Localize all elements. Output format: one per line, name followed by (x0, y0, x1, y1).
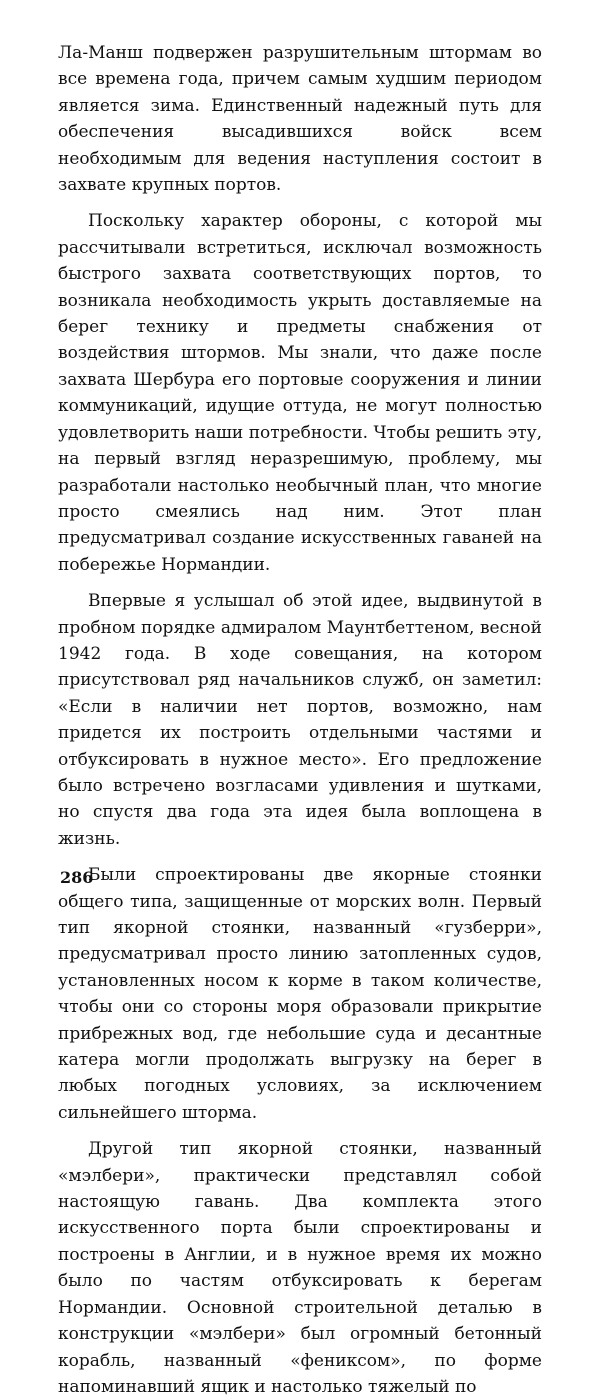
paragraph-2: Поскольку характер обороны, с которой мы рассчитывали встретиться, исключал возможность быстрого захвата соответствующих портов, то возникала необходимость укрыть доставляемые на берег технику и предметы снабжения от воздействия штормов. Мы знали, что даже после захвата Шербура его портовые сооружения и линии коммуникаций, идущие оттуда, не могут полностью удовлетворить наши потребности. Чтобы решить эту, на первый взгляд неразрешимую, проблему, мы разработали настолько необычный план, что многие просто смеялись над ним. Этот план предусматривал создание искусственных гаваней на побережье Нормандии. (58, 211, 542, 575)
paragraph-4: Были спроектированы две якорные стоянки общего типа, защищенные от морских волн. Первый тип якорной стоянки, названный «гузберри», предусматривал просто линию затопленных судов, установленных носом к корме в таком количестве, чтобы они со стороны моря образовали прикрытие прибрежных вод, где небольшие суда и десантные катера могли продолжать выгрузку на берег в любых погодных условиях, за исключением сильнейшего шторма. (58, 865, 542, 1123)
paragraph-5: Другой тип якорной стоянки, названный «мэлбери», практически представлял собой настоящую гавань. Два комплекта этого искусственного порта были спроектированы и построены в Англии, и в нужное время их можно было по частям отбуксировать к берегам Нормандии. Основной строительной деталью в конструкции «мэлбери» был огромный бетонный корабль, названный «фениксом», по форме напоминавший ящик и настолько тяжелый по (58, 1139, 542, 1397)
page-body (58, 40, 542, 1400)
page-number: 286 (60, 868, 94, 887)
paragraph-1: Ла-Манш подвержен разрушительным штормам во все времена года, причем самым худшим периодом является зима. Единственный надежный путь для обеспечения высадившихся войск всем необходимым для ведения наступления состоит в захвате крупных портов. (58, 43, 542, 196)
paragraph-3: Впервые я услышал об этой идее, выдвинутой в пробном порядке адмиралом Маунтбеттеном, весной 1942 года. В ходе совещания, на котором присутствовал ряд начальников служб, он заметил: «Если в наличии нет портов, возможно, нам придется их построить отдельными частями и отбуксировать в нужное место». Его предложение было встречено возгласами удивления и шутками, но спустя два года эта идея была воплощена в жизнь. (58, 591, 542, 849)
